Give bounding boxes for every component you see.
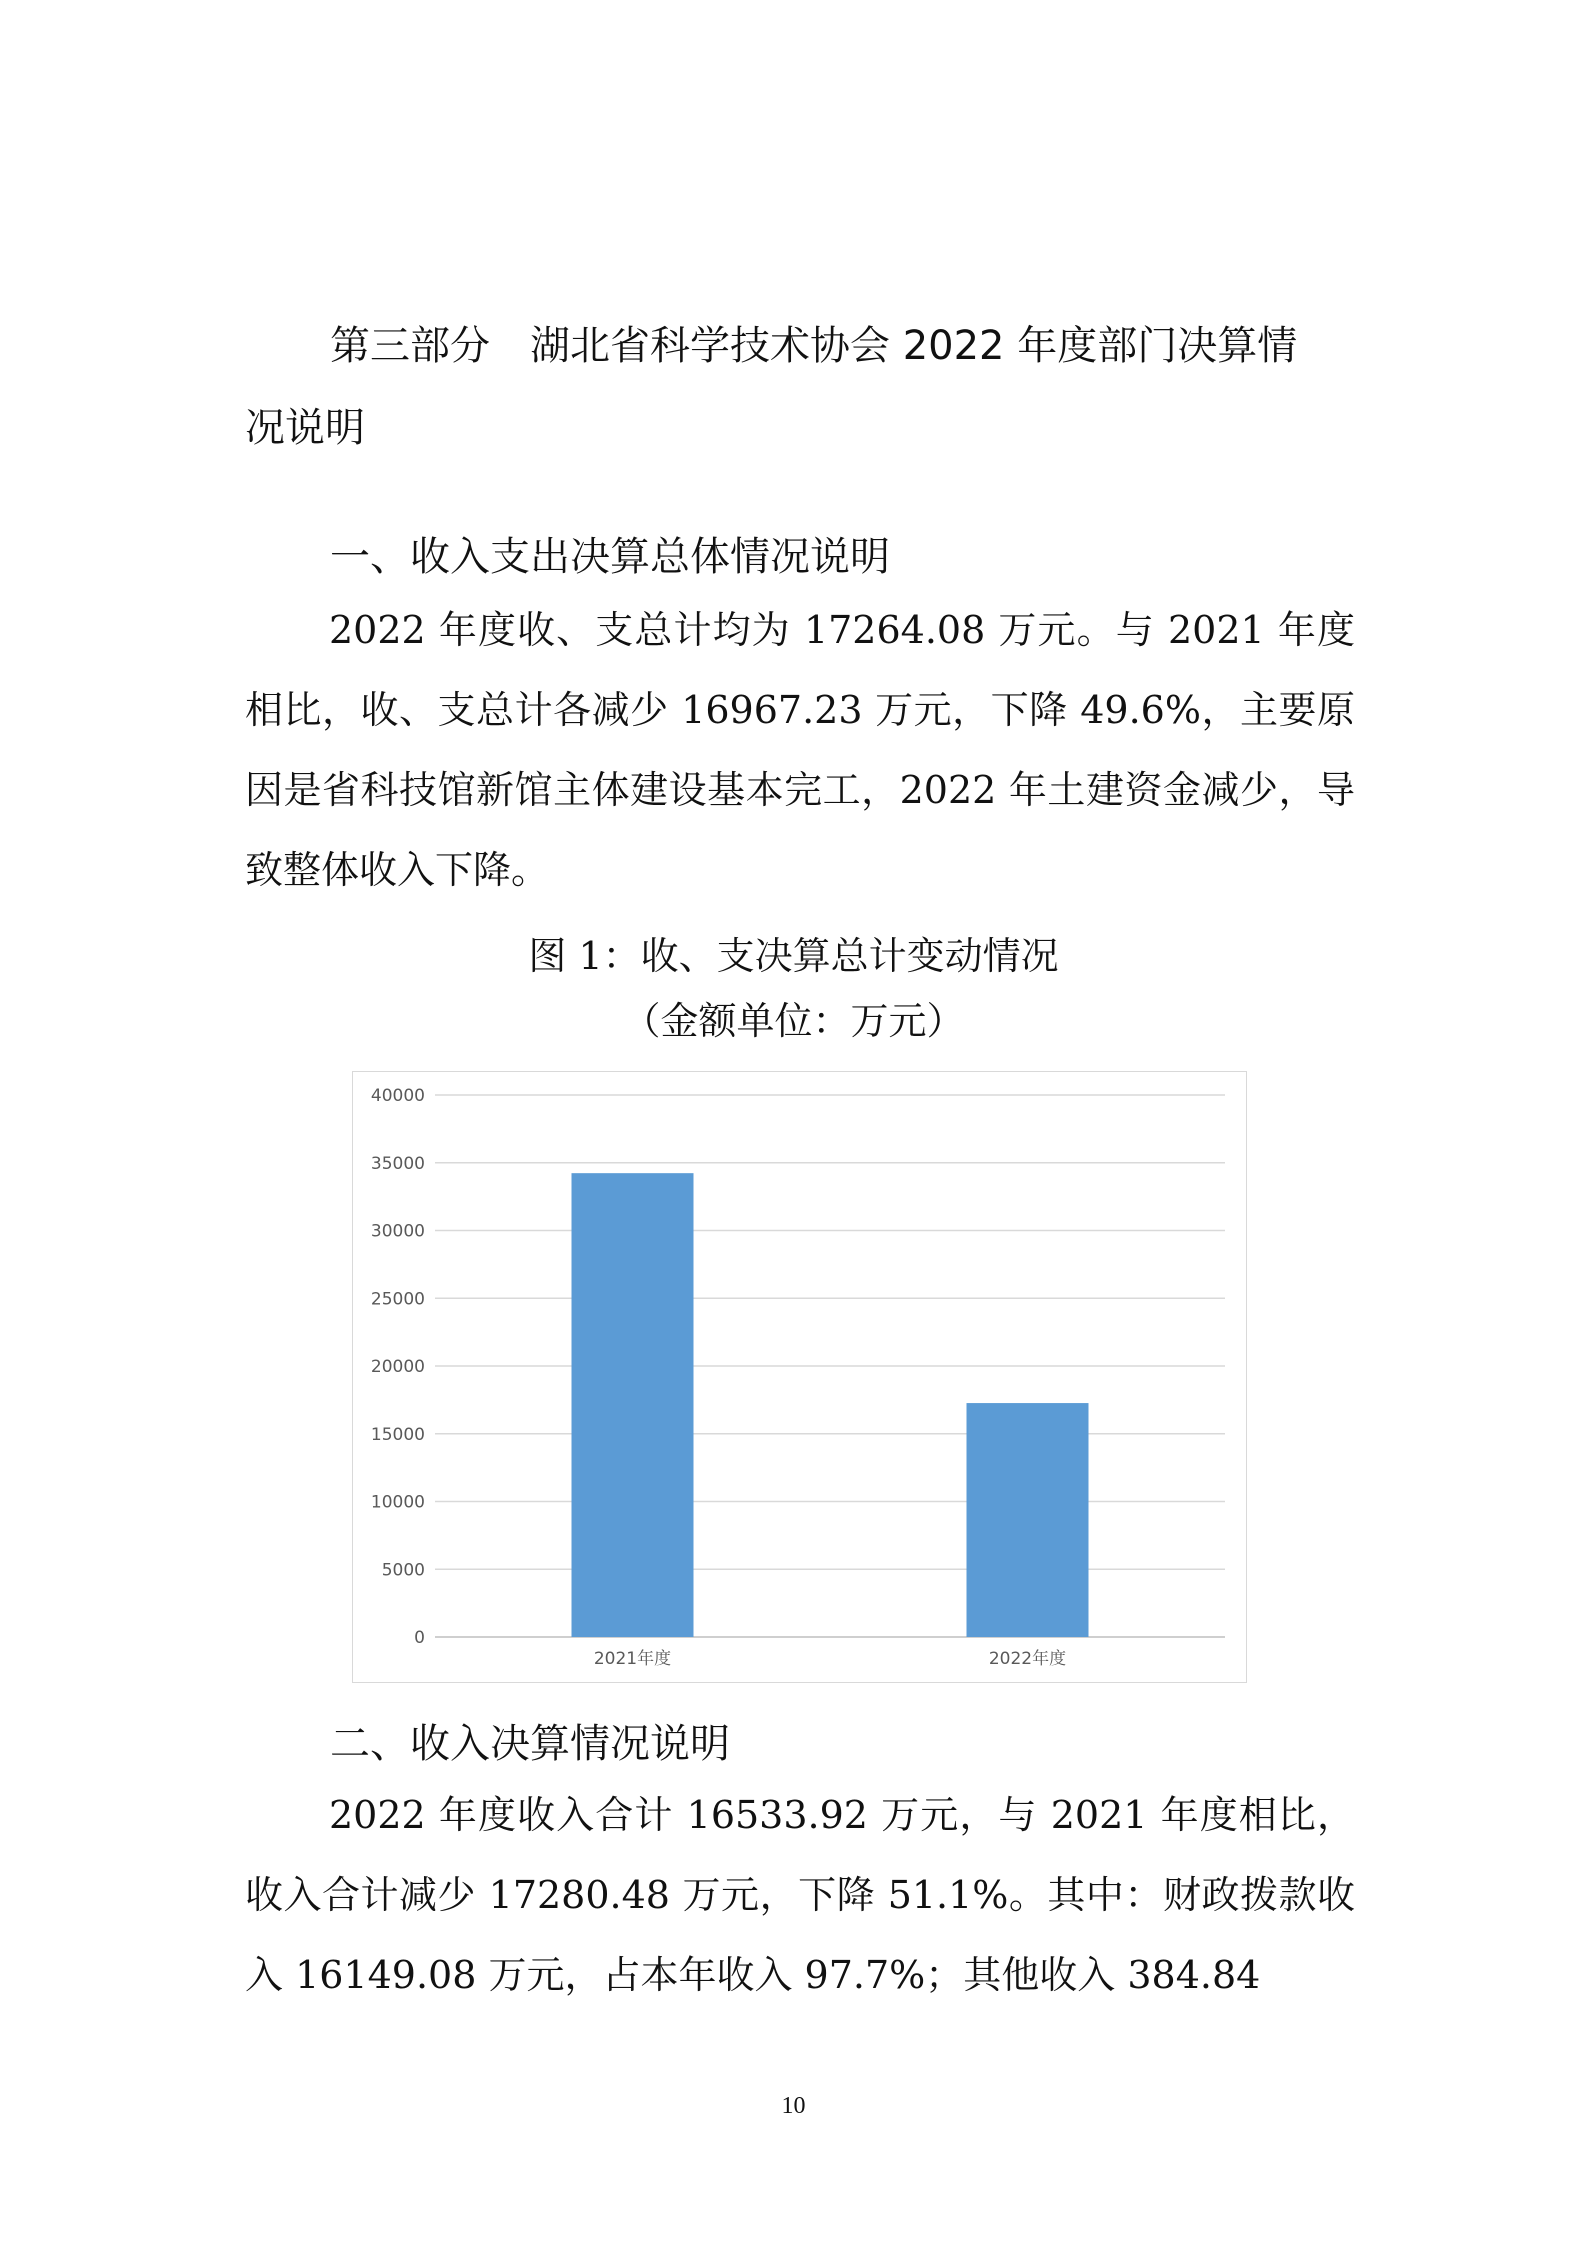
y-tick-label: 25000 — [370, 1289, 425, 1310]
y-tick-label: 10000 — [370, 1492, 425, 1513]
document-title-line1: 第三部分 湖北省科学技术协会 2022 年度部门决算情 — [330, 323, 1298, 369]
bar-chart-svg — [353, 1072, 1246, 1682]
y-tick-label: 30000 — [370, 1221, 425, 1242]
y-tick-label: 15000 — [370, 1424, 425, 1445]
y-tick-label: 5000 — [381, 1560, 425, 1581]
x-category-label: 2022年度 — [988, 1649, 1067, 1669]
section2-heading: 二、收入决算情况说明 — [330, 1721, 730, 1767]
x-category-label: 2021年度 — [593, 1649, 672, 1669]
figure-caption: 图 1：收、支决算总计变动情况 — [528, 934, 1059, 978]
section1-paragraph: 2022 年度收、支总计均为 17264.08 万元。与 2021 年度相比，收、支总计各减少 16967.23 万元，下降 49.6%，主要原因是省科技馆新馆主体建设基本完工，2022 年土建资金减少，导致整体收入下降。 — [245, 608, 1355, 892]
bar-chart — [352, 1071, 1247, 1683]
bar-1 — [572, 1173, 694, 1637]
section2-paragraph: 2022 年度收入合计 16533.92 万元，与 2021 年度相比，收入合计减少 17280.48 万元，下降 51.1%。其中：财政拨款收入 16149.08 万元，占本年收入 97.7%；其他收入 384.84 — [245, 1793, 1355, 1997]
figure-unit: （金额单位：万元） — [622, 999, 965, 1043]
section1-heading: 一、收入支出决算总体情况说明 — [330, 534, 890, 580]
y-tick-label: 0 — [414, 1628, 425, 1648]
y-tick-label: 35000 — [370, 1153, 425, 1174]
y-tick-label: 20000 — [370, 1357, 425, 1377]
document-title-line2: 况说明 — [245, 405, 365, 451]
y-tick-label: 40000 — [370, 1086, 425, 1106]
page-number: 10 — [781, 2093, 806, 2119]
bar-2 — [967, 1403, 1089, 1637]
